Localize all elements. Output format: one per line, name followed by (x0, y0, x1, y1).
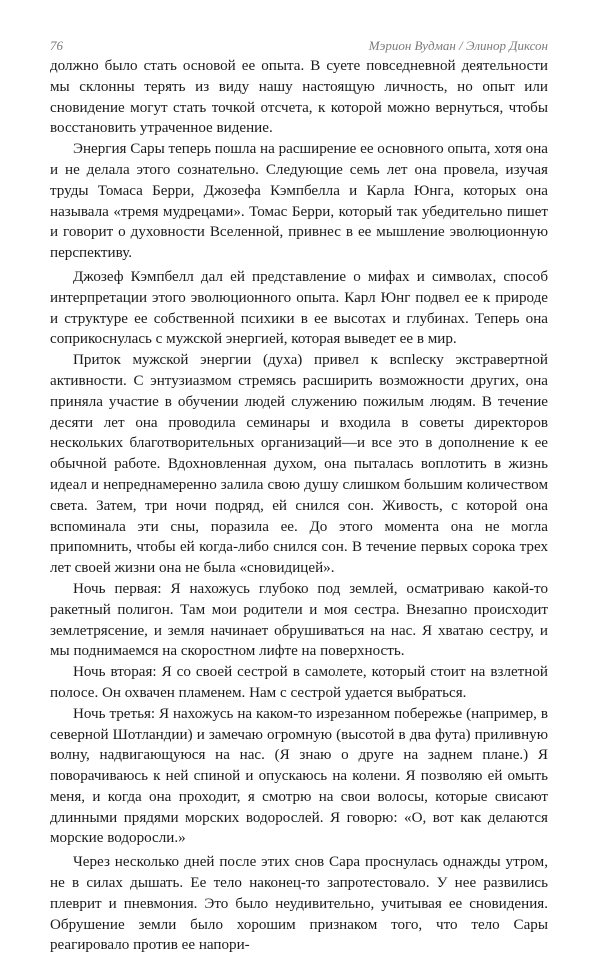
running-head: Мэрион Вудман / Элинор Диксон (368, 38, 548, 53)
paragraph-night-two: Ночь вторая: Я со своей сестрой в самолете, который стоит на взлетной полосе. Он охвачен пламенем. Нам с сестрой удается выбраться. (50, 664, 548, 701)
paragraph-sara-energy: Энергия Сары теперь пошла на расширение ее основного опыта, хотя она и не делала этого сознательно. Следующие семь лет она провела, изучая труды Томаса Берри, Джозефа Кэмпбелла и Карла Юнга, которых она называла «тремя мудрецами». Томас Берри, который так убедительно пишет и говорит о духовности Вселенной, привнес в ее мышление эволюционную перспективу. (50, 141, 548, 262)
page-header (50, 38, 548, 58)
page-number: 76 (50, 38, 63, 53)
paragraph-illness: Через несколько дней после этих снов Сара проснулась однажды утром, не в силах дышать. Ее тело наконец-то запротестовало. У нее развились плеврит и пневмония. Это было неудивительно, учитывая ее сновидения. Обрушение земли было хорошим признаком того, что тело Сары реагировало против ее напори- (50, 854, 548, 954)
paragraph-continuation: должно было стать основой ее опыта. В суете повседневной деятельности мы склонны терять из виду нашу настоящую личность, но опыт или сновидение могут стать точкой отсчета, к которой можно вернуться, чтобы восстановить утраченное видение. (50, 58, 548, 137)
paragraph-night-three: Ночь третья: Я нахожусь на каком-то изрезанном побережье (например, в северной Шотландии) и замечаю огромную (высотой в два фута) приливную волну, надвигающуюся на нас. (Я знаю о друге на заднем плане.) Я поворачиваюсь к ней спиной и опускаюсь на колени. Я позволяю ей омыть меня, и когда она проходит, я смотрю на свои волосы, которые свисают длинными прядями морских водорослей. Я говорю: «О, вот как делаются морские водоросли.» (50, 705, 548, 847)
paragraph-masculine-energy: Приток мужской энергии (духа) привел к вспleску экстравертной активности. С энтузиазмом стремясь расширить возможности других, она приняла участие в обучении людей служению пожилым людям. В течение десяти лет она проводила семинары и входила в советы директоров нескольких благотворительных организаций—и все это в дополнение к ее обычной работе. Вдохновленная духом, она пыталась воплотить в жизнь идеал и непреднамеренно залила свою душу слишком большим количеством света. Затем, три ночи подряд, ей снился сон. Живость, с которой она вспоминала эти сны, поразила ее. До этого момента она не могла припомнить, чтобы ей когда-либо снился сон. В течение первых сорока трех лет своей жизни она не была «сновидицей». (50, 352, 548, 577)
paragraph-night-one: Ночь первая: Я нахожусь глубоко под землей, осматриваю какой-то ракетный полигон. Там мои родители и моя сестра. Внезапно происходит землетрясение, и земля начинает обрушиваться на нас. Я хватаю сестру, и мы поднимаемся на скоростном лифте на поверхность. (50, 580, 548, 660)
body-text (50, 56, 548, 956)
paragraph-campbell-jung: Джозеф Кэмпбелл дал ей представление о мифах и символах, способ интерпретации этого эволюционного опыта. Карл Юнг подвел ее к природе и структуре ее собственной психики в ее высотах и глубинах. Теперь она соприкоснулась с мужской энергией, которая выведет ее в мир. (50, 268, 548, 348)
